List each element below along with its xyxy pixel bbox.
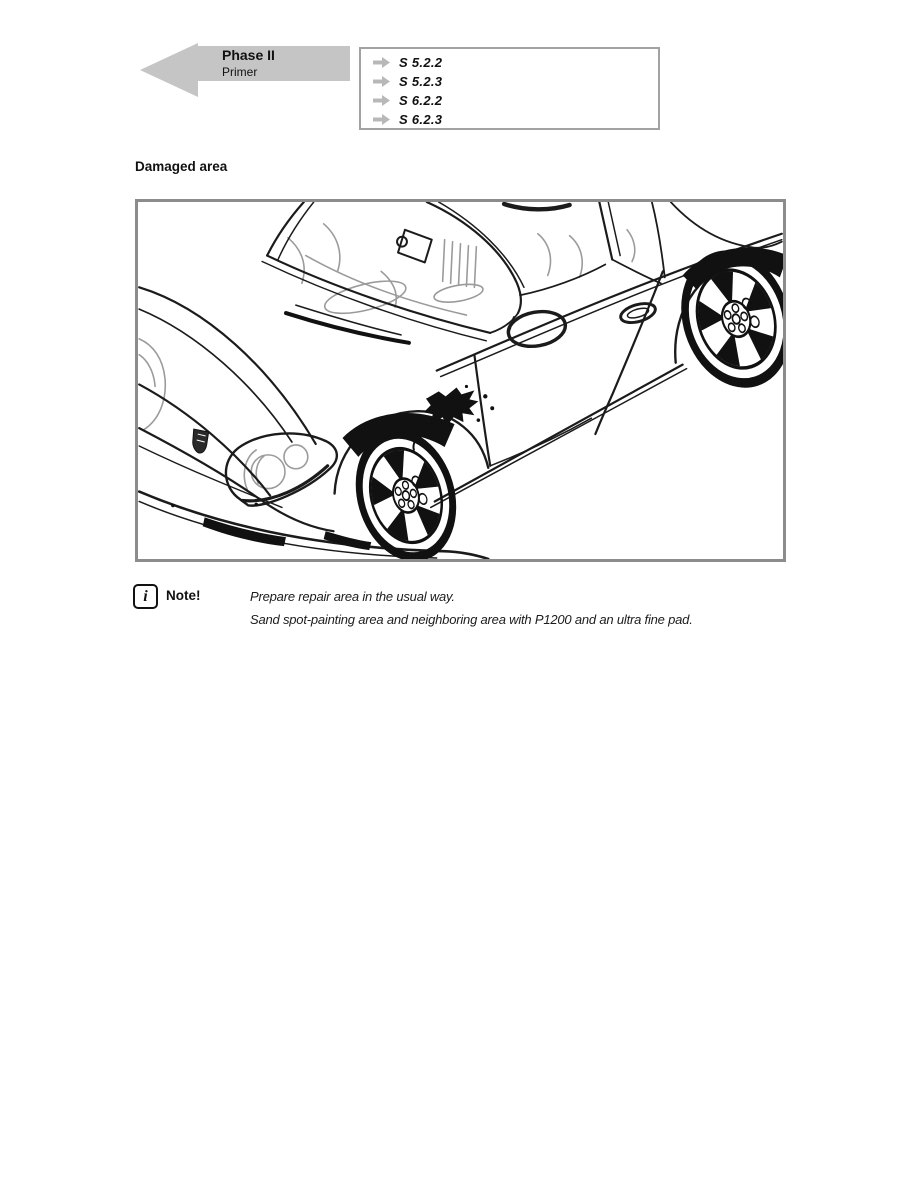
phase-banner-subtitle: Primer — [222, 65, 258, 79]
phase-banner-title: Phase II — [222, 47, 275, 63]
info-icon — [133, 584, 158, 609]
info-icon-glyph: i — [143, 587, 148, 605]
reference-label: S 5.2.3 — [399, 74, 443, 89]
interior-detail-lines — [139, 224, 635, 490]
reference-label: S 6.2.2 — [399, 93, 443, 108]
door-handle — [619, 300, 658, 326]
reference-item — [373, 53, 658, 72]
reference-item — [373, 110, 658, 129]
note-label: Note! — [166, 588, 201, 603]
section-heading: Damaged area — [135, 159, 228, 174]
figure-frame — [135, 199, 786, 562]
right-arrow-icon — [373, 57, 390, 68]
hood-crest — [193, 429, 209, 453]
body-outline — [139, 202, 783, 559]
reference-box — [359, 47, 660, 130]
right-arrow-icon — [373, 76, 390, 87]
note-text — [250, 585, 790, 631]
right-arrow-icon — [373, 114, 390, 125]
reference-item — [373, 91, 658, 110]
car-line-drawing — [138, 202, 783, 559]
right-arrow-icon — [373, 95, 390, 106]
reference-label: S 6.2.3 — [399, 112, 443, 127]
reference-item — [373, 72, 658, 91]
note-text-line: Prepare repair area in the usual way. — [250, 589, 455, 604]
reference-label: S 5.2.2 — [399, 55, 443, 70]
phase-left-arrow-icon — [140, 43, 198, 97]
note-text-line: Sand spot-painting area and neighboring area with P1200 and an ultra fine pad. — [250, 612, 693, 627]
